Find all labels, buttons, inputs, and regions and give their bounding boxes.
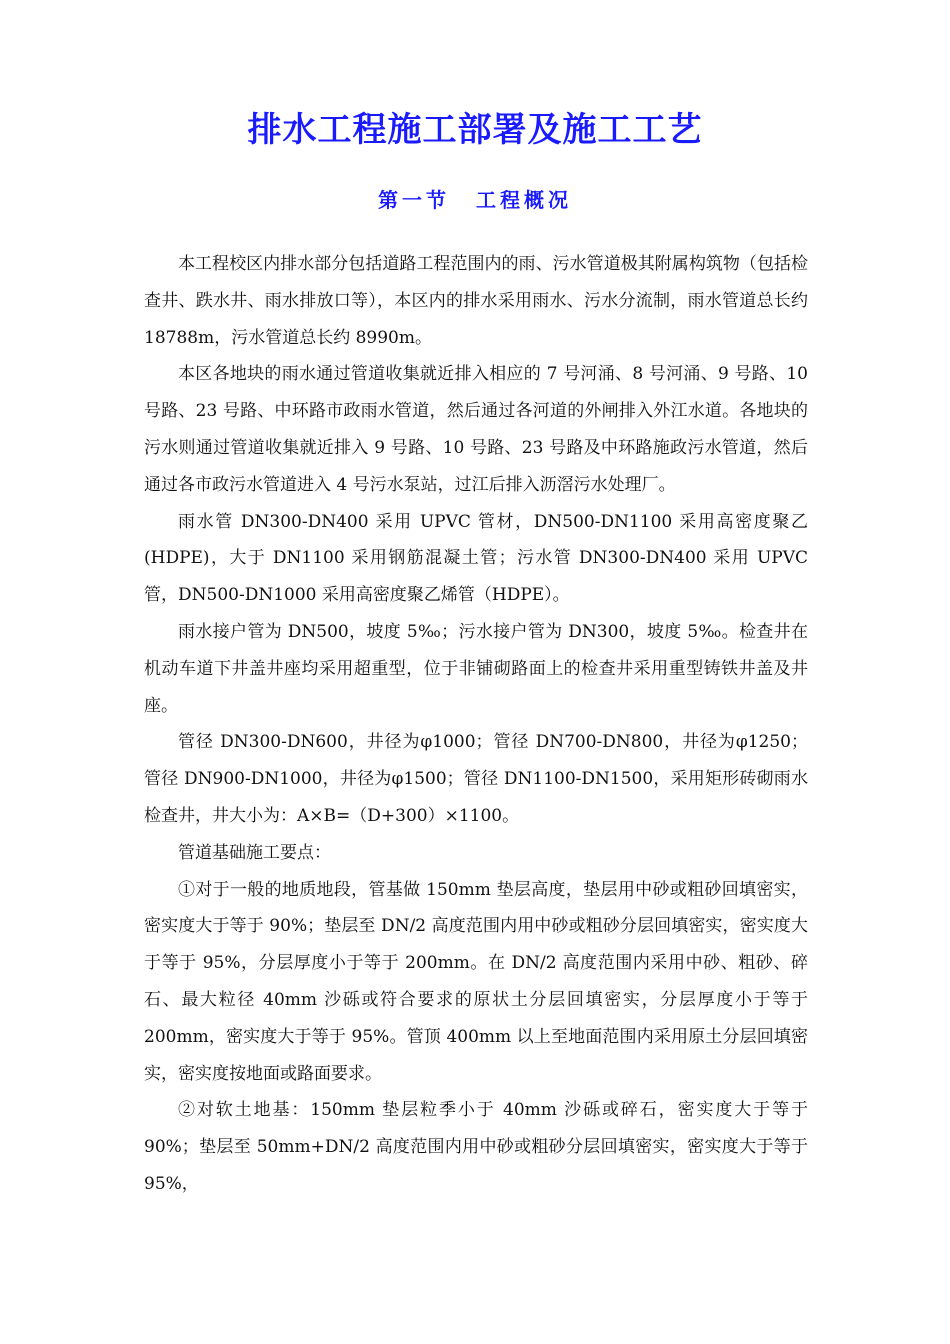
section-heading: [0, 184, 950, 216]
paragraph-general-geology: ①对于一般的地质地段，管基做 150mm 垫层高度，垫层用中砂或粗砂回填密实，密实度大于等于 90%；垫层至 DN/2 高度范围内用中砂或粗砂分层回填密实，密实度大于等于 95%，分层厚度小于等于 200mm。在 DN/2 高度范围内采用中砂、粗砂、碎石、最大粒径 40mm 沙砾或符合要求的原状土分层回填密实，分层厚度小于等于 200mm，密实度大于等于 95%。管顶 400mm 以上至地面范围内采用原土分层回填密实，密实度按地面或路面要求。: [144, 879, 808, 1084]
paragraph-soft-soil: ②对软土地基：150mm 垫层粒季小于 40mm 沙砾或碎石，密实度大于等于 90%；垫层至 50mm+DN/2 高度范围内用中砂或粗砂分层回填密实，密实度大于等于 95%，: [144, 1100, 808, 1194]
paragraph-pipe-materials: 雨水管 DN300-DN400 采用 UPVC 管材，DN500-DN1100 采用高密度聚乙(HDPE)，大于 DN1100 采用钢筋混凝土管；污水管 DN300-DN400 采用 UPVC 管，DN500-DN1000 采用高密度聚乙烯管（HDPE）。: [144, 511, 808, 606]
paragraph-connection-pipes: 雨水接户管为 DN500，坡度 5‰；污水接户管为 DN300，坡度 5‰。检查井在机动车道下井盖井座均采用超重型，位于非铺砌路面上的检查井采用重型铸铁井盖及井座。: [144, 621, 808, 716]
document-body: [144, 246, 808, 1203]
paragraph-foundation-heading: 管道基础施工要点：: [178, 842, 331, 863]
paragraph-overview: 本工程校区内排水部分包括道路工程范围内的雨、污水管道极其附属构筑物（包括检查井、跌水井、雨水排放口等），本区内的排水采用雨水、污水分流制，雨水管道总长约 18788m，污水管道总长约 8990m。: [144, 254, 808, 348]
section-number: 第一节: [378, 188, 450, 212]
section-name: 工程概况: [476, 188, 572, 212]
paragraph-manhole-sizes: 管径 DN300-DN600，井径为φ1000；管径 DN700-DN800，井径为φ1250；管径 DN900-DN1000，井径为φ1500；管径 DN1100-DN1500，采用矩形砖砌雨水检查井，井大小为：A×B=（D+300）×1100。: [144, 732, 808, 826]
paragraph-rainwater-drainage: 本区各地块的雨水通过管道收集就近排入相应的 7 号河涌、8 号河涌、9 号路、10 号路、23 号路、中环路市政雨水管道，然后通过各河道的外闸排入外江水道。各地块的污水则通过管道收集就近排入 9 号路、10 号路、23 号路及中环路施政污水管道，然后通过各市政污水管道进入 4 号污水泵站，过江后排入沥滘污水处理厂。: [144, 364, 808, 495]
document-title: 排水工程施工部署及施工工艺: [247, 110, 703, 150]
